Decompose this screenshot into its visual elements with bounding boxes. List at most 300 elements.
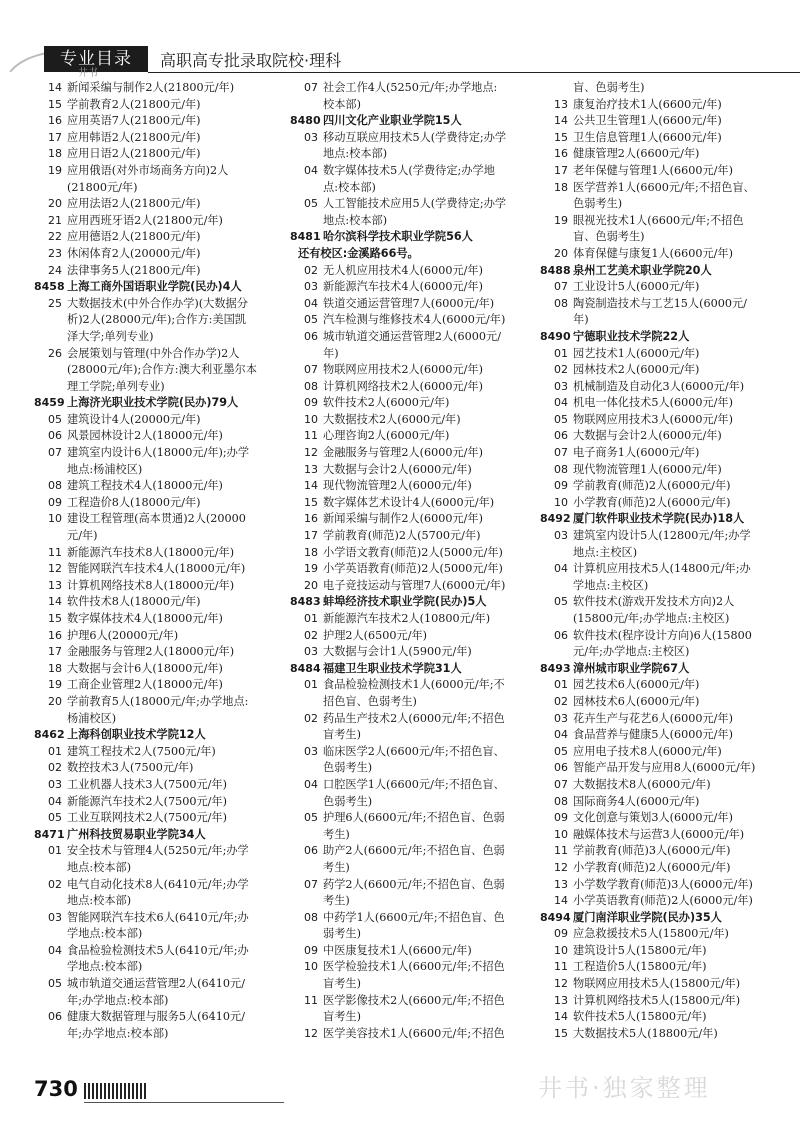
major-entry — [290, 744, 540, 777]
major-entry — [540, 727, 790, 744]
major-text-cont: 色弱考生) — [323, 761, 373, 775]
major-code: 03 — [304, 744, 318, 758]
major-code: 13 — [554, 97, 568, 111]
major-text: 软件技术(游戏开发技术方向)2人 — [573, 595, 735, 609]
major-text-cont: 年) — [573, 313, 589, 327]
major-entry — [34, 810, 284, 827]
major-text: 大数据与会计2人(6000元/年) — [323, 462, 472, 476]
major-code: 15 — [554, 1026, 568, 1040]
major-text: 大数据技术8人(6000元/年) — [573, 777, 711, 791]
major-code: 07 — [554, 280, 568, 294]
major-text: 建筑设计4人(20000元/年) — [67, 412, 201, 426]
school-entry — [290, 594, 540, 611]
major-text: 护理6人(20000元/年) — [67, 628, 179, 642]
major-entry — [34, 246, 284, 263]
major-text-cont: 理工学院;单列专业) — [67, 379, 165, 393]
major-code: 04 — [554, 728, 568, 742]
major-text: 园艺技术6人(6000元/年) — [573, 678, 700, 692]
major-entry — [540, 1009, 790, 1026]
major-entry — [290, 312, 540, 329]
major-code: 01 — [48, 844, 62, 858]
school-name: 泉州工艺美术职业学院20人 — [573, 263, 712, 277]
major-entry — [540, 146, 790, 163]
major-text: 药品生产技术2人(6000元/年;不招色 — [323, 711, 505, 725]
major-code: 19 — [554, 213, 568, 227]
major-entry — [290, 163, 540, 196]
major-text: 园艺技术1人(6000元/年) — [573, 346, 700, 360]
major-code: 10 — [304, 412, 318, 426]
major-code: 09 — [554, 927, 568, 941]
major-entry — [34, 694, 284, 727]
major-text-cont: (15800元/年;办学地点:主校区) — [573, 612, 730, 625]
major-text-cont: 色弱考生) — [573, 197, 623, 211]
major-entry — [540, 379, 790, 396]
page-number: 730 — [34, 1077, 78, 1101]
major-entry — [290, 511, 540, 528]
major-text: 软件技术5人(15800元/年) — [573, 1010, 707, 1024]
major-entry — [540, 462, 790, 479]
major-text-cont: 校本部) — [323, 97, 361, 111]
major-entry — [34, 777, 284, 794]
school-entry — [34, 727, 284, 744]
major-entry — [290, 561, 540, 578]
major-entry — [540, 478, 790, 495]
major-text: 医学营养1人(6600元/年;不招色盲、 — [573, 180, 755, 194]
campus-note — [290, 246, 540, 263]
major-entry — [540, 362, 790, 379]
major-code: 18 — [48, 661, 62, 675]
major-entry — [34, 611, 284, 628]
major-code: 08 — [554, 296, 568, 310]
major-entry — [540, 561, 790, 594]
major-text-cont: 年;办学地点:校本部) — [67, 993, 169, 1007]
major-text: 医学检验技术1人(6600元/年;不招色 — [323, 960, 505, 974]
major-entry — [540, 1026, 790, 1043]
major-code: 11 — [554, 844, 568, 858]
major-entry — [290, 644, 540, 661]
major-entry — [540, 628, 790, 661]
page-header — [0, 46, 800, 79]
page-title: 高职高专批录取院校·理科 — [160, 51, 342, 70]
school-name: 上海科创职业技术学院12人 — [67, 728, 206, 742]
school-code: 8459 — [34, 396, 65, 410]
major-entry — [540, 528, 790, 561]
major-text-cont: 盲考生) — [323, 977, 361, 991]
major-entry — [290, 495, 540, 512]
major-entry — [34, 296, 284, 346]
major-text-cont: 年) — [323, 346, 339, 360]
major-text: 电子商务1人(6000元/年) — [573, 446, 700, 460]
major-entry — [540, 827, 790, 844]
major-code: 06 — [554, 429, 568, 443]
major-text: 康复治疗技术1人(6600元/年) — [573, 97, 722, 111]
school-name: 厦门软件职业技术学院(民办)18人 — [573, 512, 745, 526]
major-entry — [34, 412, 284, 429]
major-entry — [540, 877, 790, 894]
major-text-cont: 招色盲、色弱考生) — [323, 694, 417, 708]
major-entry — [290, 810, 540, 843]
major-code: 16 — [304, 512, 318, 526]
major-entry — [540, 760, 790, 777]
major-code: 07 — [554, 777, 568, 791]
major-text: 学前教育5人(18000元/年;办学地点: — [67, 694, 249, 708]
major-code: 16 — [48, 628, 62, 642]
major-text: 工程造价8人(18000元/年) — [67, 495, 201, 509]
major-entry — [290, 843, 540, 876]
column-1 — [34, 80, 284, 1042]
major-code: 06 — [554, 761, 568, 775]
major-text: 学前教育(师范)3人(6000元/年) — [573, 844, 731, 858]
major-entry — [540, 428, 790, 445]
school-code: 8462 — [34, 728, 65, 742]
major-code: 18 — [48, 147, 62, 161]
major-text-cont: (21800元/年) — [67, 180, 138, 194]
major-text-cont: 地点:校本部) — [67, 894, 132, 908]
school-name: 四川文化产业职业学院15人 — [323, 114, 462, 128]
major-entry — [540, 677, 790, 694]
school-name: 福建卫生职业技术学院31人 — [323, 661, 462, 675]
major-text: 口腔医学1人(6600元/年;不招色盲、 — [323, 777, 505, 791]
footer-rule — [84, 1102, 284, 1103]
major-text: 建设工程管理(高本贯通)2人(20000 — [67, 512, 246, 526]
major-text: 心理咨询2人(6000元/年) — [323, 429, 450, 443]
major-entry — [540, 810, 790, 827]
school-name: 蚌埠经济技术职业学院(民办)5人 — [323, 595, 487, 609]
major-code: 02 — [304, 628, 318, 642]
major-entry — [540, 943, 790, 960]
major-text: 会展策划与管理(中外合作办学)2人 — [67, 346, 240, 360]
school-code: 8488 — [540, 263, 571, 277]
major-code: 04 — [304, 777, 318, 791]
major-text: 园林技术2人(6000元/年) — [573, 363, 700, 377]
major-entry — [290, 428, 540, 445]
major-code: 14 — [48, 81, 62, 94]
major-entry — [290, 362, 540, 379]
major-text: 应用俄语(对外市场商务方向)2人 — [67, 163, 229, 177]
major-text: 计算机网络技术2人(6000元/年) — [323, 379, 483, 393]
major-text: 应用德语2人(21800元/年) — [67, 230, 201, 244]
major-code: 12 — [304, 446, 318, 460]
major-text: 数字媒体技术5人(学费待定;办学地 — [323, 163, 495, 177]
major-code: 04 — [304, 163, 318, 177]
major-code: 24 — [48, 263, 62, 277]
major-code: 12 — [48, 562, 62, 576]
major-code: 10 — [554, 495, 568, 509]
major-text: 新能源汽车技术2人(10800元/年) — [323, 612, 491, 625]
major-code: 04 — [48, 794, 62, 808]
major-text-cont: 地点:校本部) — [323, 147, 388, 161]
major-code: 05 — [48, 977, 62, 991]
major-code: 09 — [554, 811, 568, 825]
major-text: 物联网应用技术2人(6000元/年) — [323, 363, 483, 377]
school-entry — [540, 329, 790, 346]
major-code: 06 — [48, 1010, 62, 1024]
major-text: 护理6人(6600元/年;不招色盲、色弱 — [323, 811, 505, 825]
major-code: 16 — [554, 147, 568, 161]
watermark: 井书·独家整理 — [538, 1074, 711, 1102]
major-text: 花卉生产与花艺6人(6000元/年) — [573, 711, 733, 725]
major-entry — [290, 296, 540, 313]
major-text-cont: (28000元/年);合作方:澳大利亚墨尔本 — [67, 363, 257, 377]
major-code: 02 — [48, 877, 62, 891]
major-code: 05 — [304, 313, 318, 327]
major-text: 软件技术2人(6000元/年) — [323, 396, 450, 410]
major-code: 03 — [48, 910, 62, 924]
major-text-cont: 考生) — [323, 894, 350, 908]
major-text: 助产2人(6600元/年;不招色盲、色弱 — [323, 844, 505, 858]
major-code: 11 — [554, 960, 568, 974]
major-code: 14 — [48, 595, 62, 609]
school-entry — [540, 511, 790, 528]
major-text: 无人机应用技术4人(6000元/年) — [323, 263, 483, 277]
school-code: 8484 — [290, 661, 321, 675]
major-text: 新能源汽车技术2人(7500元/年) — [67, 794, 227, 808]
major-text-cont: 考生) — [323, 860, 350, 874]
major-text: 社会工作4人(5250元/年;办学地点: — [323, 81, 498, 94]
major-code: 09 — [48, 495, 62, 509]
major-entry — [34, 976, 284, 1009]
major-code: 17 — [48, 130, 62, 144]
major-text: 应用英语7人(21800元/年) — [67, 114, 201, 128]
major-entry — [290, 993, 540, 1026]
major-code: 02 — [554, 694, 568, 708]
major-entry — [34, 545, 284, 562]
major-text: 大数据技术2人(6000元/年) — [323, 412, 461, 426]
major-code: 21 — [48, 213, 62, 227]
major-code: 20 — [48, 694, 62, 708]
major-code: 11 — [48, 545, 62, 559]
major-entry — [540, 794, 790, 811]
major-entry — [290, 777, 540, 810]
major-text: 大数据技术(中外合作办学)(大数据分 — [67, 296, 248, 310]
major-text-cont: 年;办学地点:校本部) — [67, 1026, 169, 1040]
major-code: 18 — [554, 180, 568, 194]
major-entry — [540, 213, 790, 246]
major-text: 公共卫生管理1人(6600元/年) — [573, 114, 722, 128]
major-entry — [540, 495, 790, 512]
major-text: 铁道交通运营管理7人(6000元/年) — [323, 296, 495, 310]
major-code: 25 — [48, 296, 62, 310]
major-text: 计算机网络技术5人(15800元/年) — [573, 993, 741, 1007]
major-text: 文化创意与策划3人(6000元/年) — [573, 811, 733, 825]
major-entry — [34, 213, 284, 230]
major-entry — [540, 694, 790, 711]
major-code: 19 — [48, 163, 62, 177]
major-code: 12 — [554, 860, 568, 874]
major-code: 06 — [304, 329, 318, 343]
major-entry — [290, 528, 540, 545]
school-code: 8493 — [540, 661, 571, 675]
major-entry — [34, 428, 284, 445]
major-text: 医学美容技术1人(6600元/年;不招色 — [323, 1026, 505, 1040]
major-text: 国际商务4人(6000元/年) — [573, 794, 700, 808]
major-text: 中药学1人(6600元/年;不招色盲、色 — [323, 910, 505, 924]
major-code: 04 — [554, 562, 568, 576]
major-code: 06 — [304, 844, 318, 858]
major-code: 03 — [554, 379, 568, 393]
campus-text: 还有校区:金溪路66号。 — [298, 246, 419, 260]
major-text: 金融服务与管理2人(6000元/年) — [323, 446, 483, 460]
major-text: 现代物流管理1人(6000元/年) — [573, 462, 722, 476]
major-entry — [540, 993, 790, 1010]
major-code: 23 — [48, 246, 62, 260]
major-entry — [290, 943, 540, 960]
school-entry — [540, 263, 790, 280]
footer-bar-decoration — [84, 1083, 148, 1099]
major-entry — [34, 196, 284, 213]
major-entry — [540, 594, 790, 627]
major-code: 03 — [48, 777, 62, 791]
major-entry — [290, 910, 540, 943]
major-text: 中医康复技术1人(6600元/年) — [323, 943, 472, 957]
major-text: 数控技术3人(7500元/年) — [67, 761, 194, 775]
major-text: 食品营养与健康5人(6000元/年) — [573, 728, 733, 742]
major-text: 建筑设计5人(15800元/年) — [573, 943, 707, 957]
major-code: 10 — [304, 960, 318, 974]
major-text: 人工智能技术应用5人(学费待定;办学 — [323, 197, 507, 211]
major-entry — [290, 877, 540, 910]
major-text: 工商企业管理2人(18000元/年) — [67, 678, 223, 692]
school-entry — [540, 661, 790, 678]
major-text: 应用电子技术8人(6000元/年) — [573, 744, 722, 758]
major-text: 智能网联汽车技术6人(6410元/年;办 — [67, 910, 249, 924]
major-code: 15 — [304, 495, 318, 509]
major-code: 09 — [304, 396, 318, 410]
major-text: 计算机应用技术5人(14800元/年;办 — [573, 562, 751, 576]
major-text: 智能产品开发与应用8人(6000元/年) — [573, 761, 756, 775]
major-text: 风景园林设计2人(18000元/年) — [67, 429, 223, 443]
major-text: 移动互联应用技术5人(学费待定;办学 — [323, 130, 507, 144]
major-text: 应用西班牙语2人(21800元/年) — [67, 213, 223, 227]
major-code: 07 — [554, 446, 568, 460]
major-code: 18 — [304, 545, 318, 559]
major-text: 机电一体化技术5人(6000元/年) — [573, 396, 733, 410]
school-entry — [34, 395, 284, 412]
major-text: 现代物流管理2人(6000元/年) — [323, 479, 472, 493]
major-entry — [540, 777, 790, 794]
major-code: 08 — [554, 462, 568, 476]
major-code: 07 — [304, 81, 318, 94]
major-text: 建筑工程技术2人(7500元/年) — [67, 744, 216, 758]
major-text: 计算机网络技术8人(18000元/年) — [67, 578, 235, 592]
major-code: 08 — [554, 794, 568, 808]
major-text: 应急救援技术5人(15800元/年) — [573, 927, 729, 941]
major-text: 数字媒体技术4人(18000元/年) — [67, 612, 223, 625]
major-entry — [540, 80, 790, 97]
major-text: 健康管理2人(6600元/年) — [573, 147, 700, 161]
major-text: 护理2人(6500元/年) — [323, 628, 428, 642]
major-text: 机械制造及自动化3人(6000元/年) — [573, 379, 745, 393]
school-code: 8458 — [34, 280, 65, 294]
major-code: 01 — [304, 678, 318, 692]
major-text: 数字媒体艺术设计4人(6000元/年) — [323, 495, 495, 509]
major-entry — [540, 296, 790, 329]
school-name: 厦门南洋职业学院(民办)35人 — [573, 910, 722, 924]
major-entry — [34, 578, 284, 595]
major-entry — [290, 263, 540, 280]
major-text: 食品检验检测技术1人(6000元/年;不 — [323, 678, 505, 692]
major-text: 园林技术6人(6000元/年) — [573, 694, 700, 708]
major-code: 14 — [554, 1010, 568, 1024]
major-text-cont: 元/年) — [67, 529, 98, 543]
major-text-cont: 学地点:校本部) — [67, 927, 143, 941]
school-code: 8481 — [290, 230, 321, 244]
major-entry — [34, 628, 284, 645]
major-entry — [290, 379, 540, 396]
major-entry — [34, 877, 284, 910]
major-text: 电子竞技运动与管理7人(6000元/年) — [323, 578, 506, 592]
major-code: 15 — [48, 97, 62, 111]
major-text: 法律事务5人(21800元/年) — [67, 263, 201, 277]
major-text: 小学英语教育(师范)2人(6000元/年) — [573, 894, 753, 908]
major-text: 大数据与会计6人(18000元/年) — [67, 661, 223, 675]
major-entry — [540, 395, 790, 412]
major-code: 14 — [554, 114, 568, 128]
major-text: 食品检验检测技术5人(6410元/年;办 — [67, 943, 249, 957]
header-rule — [148, 72, 800, 73]
major-code: 17 — [304, 529, 318, 543]
major-entry — [290, 329, 540, 362]
major-code: 20 — [48, 197, 62, 211]
major-entry — [34, 478, 284, 495]
major-text-cont: 盲考生) — [323, 728, 361, 742]
major-entry — [290, 196, 540, 229]
major-code: 07 — [304, 877, 318, 891]
major-text: 小学教育(师范)2人(6000元/年) — [573, 495, 731, 509]
major-entry — [290, 395, 540, 412]
major-text-cont: 弱考生) — [323, 927, 361, 941]
major-code: 05 — [48, 412, 62, 426]
major-entry — [34, 661, 284, 678]
major-text: 电气自动化技术8人(6410元/年;办学 — [67, 877, 249, 891]
major-entry — [540, 976, 790, 993]
major-code: 06 — [554, 628, 568, 642]
major-entry — [290, 545, 540, 562]
major-text: 大数据技术5人(18800元/年) — [573, 1026, 718, 1040]
school-entry — [290, 661, 540, 678]
major-entry — [34, 229, 284, 246]
major-code: 11 — [304, 429, 318, 443]
major-entry — [540, 744, 790, 761]
major-text-cont: 泽大学;单列专业) — [67, 329, 154, 343]
major-text: 工业设计5人(6000元/年) — [573, 280, 700, 294]
major-code: 09 — [554, 479, 568, 493]
school-entry — [540, 910, 790, 927]
major-code: 01 — [48, 744, 62, 758]
major-entry — [34, 163, 284, 196]
major-code: 07 — [48, 446, 62, 460]
major-entry — [34, 677, 284, 694]
major-code: 15 — [48, 612, 62, 625]
major-code: 12 — [554, 977, 568, 991]
major-entry — [34, 644, 284, 661]
major-text: 小学数学教育(师范)3人(6000元/年) — [573, 877, 753, 891]
major-text: 物联网应用技术3人(6000元/年) — [573, 412, 733, 426]
major-entry — [540, 346, 790, 363]
major-code: 01 — [554, 346, 568, 360]
major-entry — [540, 130, 790, 147]
major-entry — [540, 97, 790, 114]
major-entry — [290, 130, 540, 163]
major-code: 05 — [48, 811, 62, 825]
major-text: 小学语文教育(师范)2人(5000元/年) — [323, 545, 503, 559]
major-text: 学前教育(师范)2人(6000元/年) — [573, 479, 731, 493]
major-entry — [290, 80, 540, 113]
major-entry — [34, 445, 284, 478]
major-entry — [290, 578, 540, 595]
major-text: 老年保健与管理1人(6600元/年) — [573, 163, 733, 177]
major-text: 体育保健与康复1人(6600元/年) — [573, 246, 733, 260]
